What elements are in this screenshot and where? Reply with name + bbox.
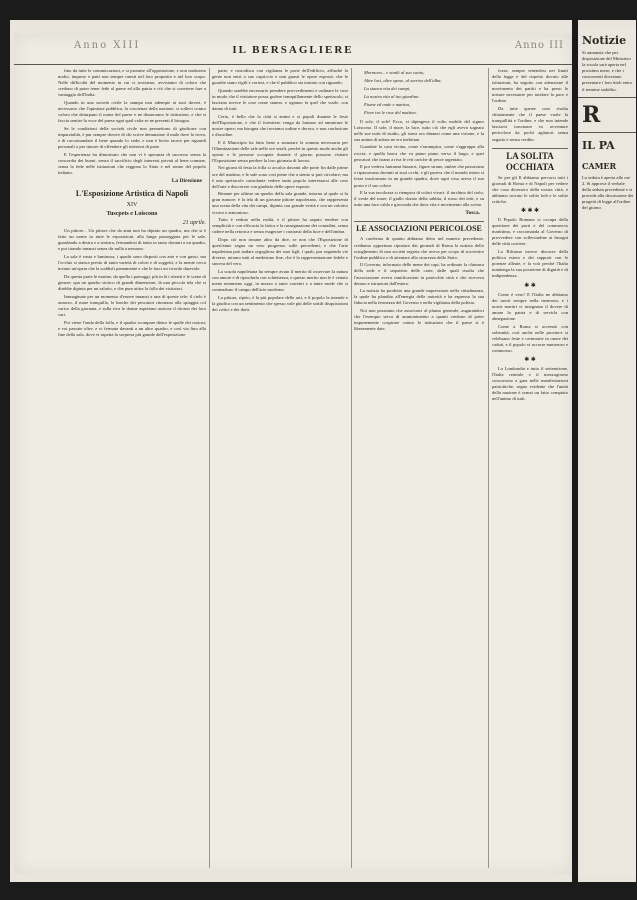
- article-paragraph: E il Municipio ha fatto bene a stanziare la somma necessaria per l'illuminazione delle sale nelle ore serali, perché in questo modo anche gli operai e le persone occupate durante il giorno possono visitare l'Esposizione senza perdere la loro giornata di lavoro.: [212, 139, 348, 163]
- article-paragraph: fino da tutte le comunicazioni, e si promise all'opposizione, e non tardarono molto, imprese e patti non sempre onesti nel loro proposito e nel loro scopo. Nelle difficoltà del momento in cui ci troviamo, avvisiamo di coloro che credono di poter tener fede al paese ed alla patria e ciò che si conviene fare a vantaggio dell'Italia.: [58, 68, 206, 98]
- masthead: [14, 34, 572, 65]
- column-4: [492, 68, 568, 868]
- poem-verse: Fiume ed onde e marina,: [364, 102, 411, 108]
- article-subhead-title: Tuscpets e Loiscono: [106, 211, 158, 218]
- masthead-issue-left: Anno XIII: [74, 40, 141, 51]
- column-3: [354, 68, 484, 868]
- section-ornament: ✱ ✱: [524, 282, 536, 289]
- article-paragraph: parte, e custodisca con vigilanza le porte dell'edificio, affinché la gente non entri a suo capriccio e non guasti le opere esposte; che le guardie siano vigili e cortesi, e che il pubblico sia trattato con riguardo.: [212, 68, 348, 86]
- article-subhead-number: XIV: [126, 202, 138, 209]
- article-paragraph: Da questa parte le marine, da quella i paesaggi, più in là i ritratti e le scene di genere; qua un quadro storico di grandi dimensioni, là una piccola tela che si direbbe dipinta per un salotto, e che pure attira la folla dei visitatori.: [58, 273, 206, 292]
- article-paragraph: Quando in una società civile la stampa non adempie ai suoi doveri, è necessario che l'opinione pubblica, la coscienza della nazione, si sollevi contro coloro che deturpano il nome del paese e ne disonorano le istituzioni, e che si faccia sentire la voce del paese ogni qual volta se ne presenti il bisogno.: [58, 99, 206, 124]
- poem-verse: La nostra vita al tuo giardino.: [364, 94, 420, 100]
- article-paragraph: A conferma di quanto abbiamo detto nel numero precedente, crediamo opportuno riportare dai giornali di Roma la notizia dello scioglimento di una società segreta che aveva per scopo di sovvertire l'ordine pubblico e di attentare alla sicurezza dello Stato.: [354, 236, 484, 260]
- article-paragraph: Da tutte queste cose risulta chiaramente che il paese vuole la tranquillità e l'ordine, e che non intende lasciarsi trascinare in avventure pericolose da pochi agitatori senza seguito e senza credito.: [492, 106, 568, 142]
- poem-verse: Mormora... e simili al suo canto,: [364, 70, 425, 75]
- article-paragraph: La pittura, ripeto, è la più popolare delle arti, e il popolo la intende e la giudica con un sentimento che spesso vale più delle sottili disquisizioni dei critici e dei dotti.: [212, 294, 348, 312]
- poem-verse: Altre luci, altre spose, al sorriso dell'alba,: [364, 78, 442, 84]
- article-paragraph: Un pittore... Un pittore che da anni non ha dipinto un quadro, ma che si è fatto un nome in tutte le esposizioni, alla lunga passeggiata per le sale, guardando a destra e a sinistra, fermandosi di tanto in tanto davanti a un quadro, e poi tirando innanzi senza dir nulla a nessuno.: [58, 228, 206, 252]
- masthead-title: IL BERSAGLIERE: [232, 44, 354, 56]
- article-paragraph: Il Popolo Romano si occupa della questione dei porti e del commercio marittimo, e raccomanda al Governo di provvedere con sollecitudine ai bisogni delle città costiere.: [492, 217, 568, 247]
- article-paragraph: Se le condizioni della società civile non permettono di giudicare con imparzialità, è pur sempre dovere di chi scrive denunziare il male dove lo trova, e di raccomandare il bene quando lo vede; e non è lecito tacere per riguardi personali o per timore di offendere gli interessi di parte.: [58, 125, 206, 150]
- article-paragraph: E la sua tavolozza si riempiva di colori vivaci: il turchino del cielo, il verde del mare, il giallo dorato della sabbia, il rosso dei tetti, e su tutto una luce calda e gioconda che dava vita e movimento alla scena.: [354, 190, 484, 208]
- article-paragraph: Il Governo, informato delle mene dei capi, ha ordinato la chiusura della sede e il sequestro delle carte, dalle quali risulta che l'associazione aveva ramificazioni in parecchie città e che riceveva denaro e istruzioni dall'estero.: [354, 262, 484, 286]
- article-paragraph: Poi viene l'onda della folla, e il quadro scompare dietro le spalle dei curiosi; e voi passate oltre, e vi fermate davanti a un altro quadro, e così via fino alla fine della sala, dove vi aspetta la sorpresa più grande dell'esposizione.: [58, 319, 206, 337]
- article-paragraph: Noi non possiamo che associarci al plauso generale, augurandoci che l'esempio serva di ammonimento a quanti credono di poter impunemente cospirare contro le istituzioni che il paese si è liberamente date.: [354, 308, 484, 332]
- adjacent-page-title: Notizie: [582, 34, 627, 47]
- article-paragraph: Certo, è bello che la città si animi e si popoli durante le feste dell'Esposizione, e che il forestiero venga da lontano ad ammirare le nostre opere; ma bisogna che troviamo ordine e decoro, e non confusione e disordine.: [212, 113, 348, 137]
- adjacent-page-section: IL PA: [582, 138, 615, 152]
- adjacent-page-subsection: CAMER: [582, 160, 617, 171]
- article-headline-esposizione: L'Esposizione Artistica di Napoli: [75, 189, 189, 199]
- article-paragraph: La Riforma invece discorre della politica estera e dei rapporti con le potenze alleate, e fa voti perché l'Italia mantenga la sua posizione di dignità e di indipendenza.: [492, 249, 568, 279]
- adjacent-page-text: Si annunzia che per disposizione del Ministero la scuola sarà aperta nel prossimo mese, e che i concorrenti dovranno presentare i loro titoli entro il termine stabilito.: [582, 50, 633, 92]
- article-paragraph: Immaginate per un momento d'essere innanzi a una di queste tele: il cielo è azzurro, il mare tranquillo, le barche dei pescatori ritornano alla spiaggia col carico della giornata, e sulla riva le donne aspettano ansiose il ritorno dei loro cari.: [58, 293, 206, 317]
- article-paragraph: Se per gli Il abbiamo percorsi tutti i giornali di Roma e di Napoli per vedere che cosa dicessero della nostra città, e abbiamo trovato le solite lodi e le solite critiche.: [492, 174, 568, 204]
- adjacent-page-rule: [578, 97, 636, 98]
- article-paragraph: Tutto è veduto nella realtà, e il pittore ha saputo rendere con semplicità e con efficacia la fatica e la rassegnazione dei contadini, senza cadere nella retorica e senza esagerare i contrasti della luce e dell'ombra.: [212, 217, 348, 235]
- article-paragraph: La notizia ha prodotto una grande impressione nella cittadinanza, la quale ha plaudito all'energia delle autorità e ha espresso la sua fiducia nella fermezza del Governo e nella vigilanza della polizia.: [354, 288, 484, 306]
- adjacent-page-rule: [578, 132, 636, 133]
- article-paragraph: La sala è vasta e luminosa, i quadri sono disposti con arte e con gusto, ma l'occhio si stanca presto di tanta varietà di colori e di soggetti, e la mente cerca invano un'opera che la soddisfi pienamente e che le lasci un ricordo durevole.: [58, 254, 206, 272]
- article-paragraph: Come è vero! E l'Italia ne abbiamo dei morti sempre nella memoria, e i nostri martiri ci insegnano il dovere di amare la patria e di servirla con abnegazione.: [492, 291, 568, 321]
- poem-verse: Fiore tra le rose del mattino.: [364, 110, 417, 116]
- article-paragraph: E l'esperienza ha dimostrato che non vi è speranza di successo senza la concordia dei buoni, senza il sacrificio degli interessi privati al bene comune, senza la fede nelle istituzioni che reggono lo Stato e nel senno del popolo italiano.: [58, 151, 206, 175]
- article-paragraph: La Lombardia e tutto il settentrione, l'Italia centrale e il mezzogiorno concorrono a gara nelle manifestazioni patriottiche, segno evidente che l'unità della nazione è ormai un fatto compiuto nell'animo di tutti.: [492, 365, 568, 402]
- article-paragraph: E poi vedeva fantasmi bizzarri, figure strane, ombre che passavano e ripassavano davanti ai suoi occhi, e gli pareva che il mondo intero si fosse trasformato in un grande quadro, dove ogni cosa aveva il suo posto e il suo colore.: [354, 164, 484, 188]
- column-divider: [209, 68, 210, 868]
- column-1: [58, 68, 206, 868]
- column-divider: [488, 68, 489, 868]
- article-paragraph: Nei giorni di festa la folla si accalca davanti alle porte fin dalle prime ore del mattino, e le sale sono così piene che a stento si può circolare; ma è uno spettacolo consolante vedere tanto popolo interessarsi alle cose dell'arte e discorrere con giudizio delle opere esposte.: [212, 165, 348, 189]
- article-paragraph: forza, sempre tenendosi nei limiti della legge e del rispetto dovuto alle istituzioni, ha seguito con attenzione il movimento dei partiti e ha preso le misure necessarie per tutelare la pace e l'ordine.: [492, 68, 568, 104]
- article-paragraph: La scuola napoletana ha sempre avuto il merito di osservare la natura con amore e di riprodurla con schiettezza, e questo merito non le è venuto meno nemmeno oggi, in mezzo a tante correnti e a tante mode che si contendono il campo dell'arte moderna.: [212, 268, 348, 293]
- section-ornament: ✱ ✱: [524, 356, 536, 363]
- article-signature: La Direzione: [171, 178, 202, 185]
- article-paragraph: Il sole, il sole! Ecco, si dipingeva il volto mobile del signor Loiscono. Il sole, il mare, la luce, tutto ciò che egli aveva sognato nelle sue notti di studio, gli stava ora dinanzi come una visione, e la sua anima di artista ne era inebriata.: [354, 118, 484, 142]
- article-paragraph: Dopo ciò non rimane altro da dire, se non che l'Esposizione di quest'anno segna un vero progresso sulle precedenti, e che l'arte napoletana può andare orgogliosa dei suoi figli, i quali, pur seguendo vie diverse, mirano tutti al medesimo fine, che è la rappresentazione fedele e sincera del vero.: [212, 236, 348, 267]
- adjacent-page-fragment: [578, 28, 636, 876]
- column-divider: [351, 68, 352, 868]
- article-paragraph: Come a Roma si accennò con solennità, così anche nelle province si celebrano feste e cerimonie in onore dei caduti, e il popolo vi accorre numeroso e commosso.: [492, 323, 568, 353]
- article-headline-associazioni: LE ASSOCIAZIONI PERICOLOSE: [354, 221, 484, 234]
- section-ornament: ✱ ✱ ✱: [520, 208, 540, 215]
- article-paragraph: Rimane per ultimo un quadro della sala grande, intorno al quale si fa gran rumore: è la tela di un giovane pittore napoletano, che rappresenta una scena della vita dei campi, dipinta con grande verità e con un colorito vivace e armonioso.: [212, 191, 348, 215]
- poem-verse: La stanca vita dei campi,: [364, 86, 411, 92]
- article-paragraph: Guardate la casa vicina, come s'arrampica, come s'aggrappa alla roccia; e quella barca che va piano piano verso il largo, e quei pescatori che tirano a riva le reti cariche di pesce argentato.: [354, 144, 484, 162]
- article-paragraph: Quando sarebbe necessario prendere provvedimenti e ordinare le cose in modo che il visitatore possa godere tranquillamente dello spettacolo, si lasciano invece le cose come stanno, e ognuno fa quel che vuole, con danno di tutti.: [212, 87, 348, 112]
- column-2: [212, 68, 348, 868]
- adjacent-page-initial: R: [582, 101, 601, 128]
- article-dateline: 21 aprile.: [182, 220, 206, 227]
- masthead-issue-right: Anno III: [514, 40, 564, 51]
- adjacent-page-text: La seduta è aperta alle ore 2. Si approva il verbale della seduta precedente e si procede alla discussione dei progetti di legge all'ordine del giorno.: [582, 174, 634, 211]
- article-signature: Tosca.: [465, 210, 480, 217]
- newspaper-page: [14, 34, 572, 874]
- article-headline-occhiata: LA SOLITA OCCHIATA: [492, 148, 568, 173]
